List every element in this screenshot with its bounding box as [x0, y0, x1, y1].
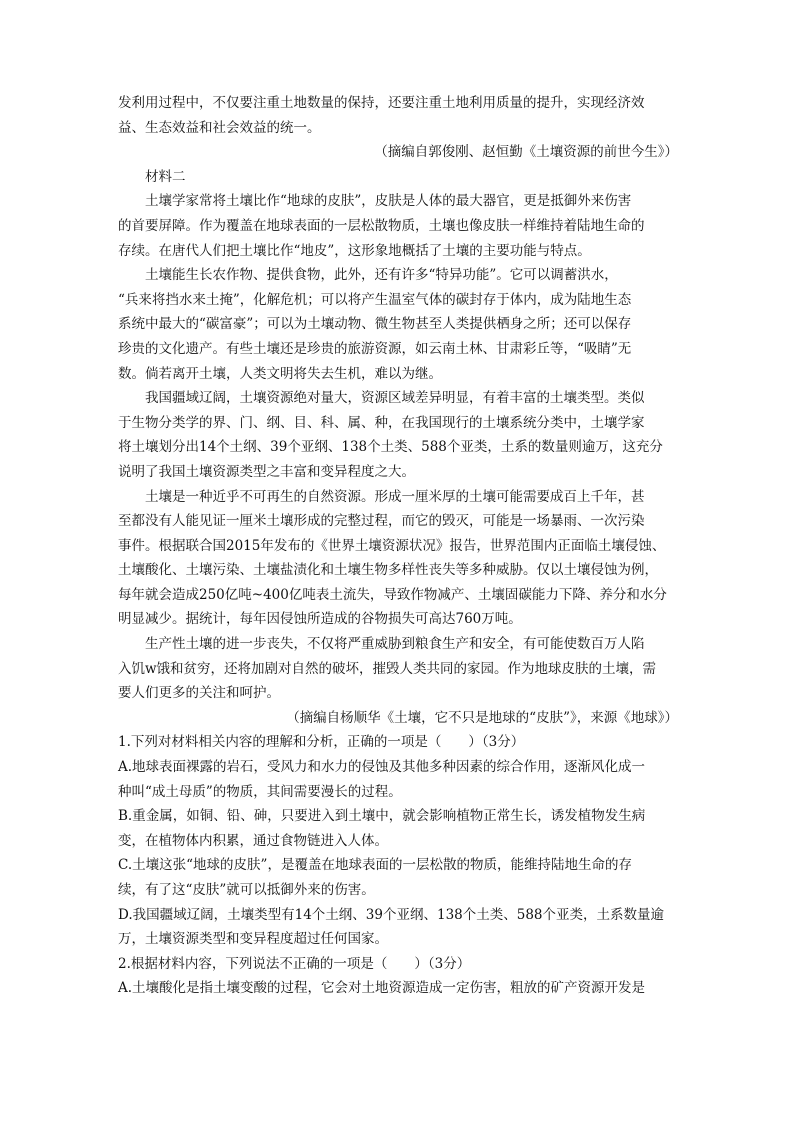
text-line: 的首要屏障。作为覆盖在地球表面的一层松散物质，土壤也像皮肤一样维持着陆地生命的 — [118, 217, 645, 234]
text-line: 至都没有人能见证一厘米土壤形成的完整过程，而它的毁灭，可能是一场暴雨、一次污染 — [118, 513, 645, 530]
text-line: A.土壤酸化是指土壤变酸的过程，它会对土地资源造成一定伤害，粗放的矿产资源开发是 — [118, 980, 646, 997]
text-line: 要人们更多的关注和呵护。 — [118, 685, 280, 702]
text-line: 材料二 — [145, 168, 186, 185]
text-line: 2.根据材料内容，下列说法不正确的一项是（ ）（3分） — [118, 955, 471, 972]
text-line: 变，在植物体内积累，通过食物链进入人体。 — [118, 832, 388, 849]
text-line: 生产性土壤的进一步丧失，不仅将严重威胁到粮食生产和安全，有可能使数百万人陷 — [145, 636, 645, 653]
text-line: 说明了我国土壤资源类型之丰富和变异程度之大。 — [118, 463, 415, 480]
document-body — [118, 91, 678, 1001]
text-line: 珍贵的文化遗产。有些土壤还是珍贵的旅游资源，如云南土林、甘肃彩丘等，“吸睛”无 — [118, 340, 632, 357]
text-line: 土壤酸化、土壤污染、土壤盐渍化和土壤生物多样性丧失等多种威胁。仅以土壤侵蚀为例， — [118, 562, 658, 579]
text-line: 种叫“成土母质”的物质，其间需要漫长的过程。 — [118, 783, 402, 800]
text-line: 土壤学家常将土壤比作“地球的皮肤”，皮肤是人体的最大器官，更是抵御外来伤害 — [145, 193, 632, 210]
text-line: 我国疆域辽阔，土壤资源绝对量大，资源区域差异明显，有着丰富的土壤类型。类似 — [145, 390, 645, 407]
text-line: 明显减少。据统计，每年因侵蚀所造成的谷物损失可高达760万吨。 — [118, 611, 522, 628]
text-line: 土壤是一种近乎不可再生的自然资源。形成一厘米厚的土壤可能需要成百上千年，甚 — [145, 488, 645, 505]
text-line: 益、生态效益和社会效益的统一。 — [118, 119, 321, 136]
text-line: 事件。根据联合国2015年发布的《世界土壤资源状况》报告，世界范围内正面临土壤侵蚀、 — [118, 537, 666, 554]
text-line: 入饥w饿和贫穷，还将加剧对自然的破坏，摧毁人类共同的家园。作为地球皮肤的土壤，需 — [118, 660, 657, 677]
source-citation: （摘编自杨顺华《土壤，它不只是地球的“皮肤”》，来源《地球》） — [286, 709, 678, 726]
text-line: 系统中最大的“碳富豪”；可以为土壤动物、微生物甚至人类提供栖身之所；还可以保存 — [118, 316, 632, 333]
text-line: B.重金属，如铜、铅、砷，只要进入到土壤中，就会影响植物正常生长，诱发植物发生病 — [118, 808, 646, 825]
text-line: 发利用过程中，不仅要注重土地数量的保持，还要注重土地利用质量的提升，实现经济效 — [118, 95, 645, 111]
text-line: 万，土壤资源类型和变异程度超过任何国家。 — [118, 931, 388, 948]
text-line: D.我国疆域辽阔，土壤类型有14个土纲、39个亚纲、138个土类、588个亚类，土系数量逾 — [118, 906, 665, 923]
text-line: 土壤能生长农作物、提供食物，此外，还有许多“特异功能”。它可以调蓄洪水， — [145, 267, 618, 284]
text-line: 1.下列对材料相关内容的理解和分析，正确的一项是（ ）（3分） — [118, 734, 525, 751]
text-line: 数。倘若离开土壤，人类文明将失去生机，难以为继。 — [118, 365, 442, 382]
text-line: “兵来将挡水来土掩”，化解危机；可以将产生温室气体的碳封存于体内，成为陆地生态 — [118, 291, 632, 308]
text-line: 续，有了这“皮肤”就可以抵御外来的伤害。 — [118, 882, 375, 898]
text-line: 于生物分类学的界、门、纲、目、科、属、种，在我国现行的土壤系统分类中，土壤学家 — [118, 414, 645, 431]
text-line: 每年就会造成250亿吨~400亿吨表土流失，导致作物减产、土壤固碳能力下降、养分和水分 — [118, 586, 667, 603]
text-line: C.土壤这张“地球的皮肤”，是覆盖在地球表面的一层松散的物质，能维持陆地生命的存 — [118, 857, 632, 874]
text-line: 将土壤划分出14个土纲、39个亚纲、138个土类、588个亚类，土系的数量则逾万，这充分 — [118, 439, 663, 456]
text-line: 存续。在唐代人们把土壤比作“地皮”，这形象地概括了土壤的主要功能与特点。 — [118, 242, 591, 259]
text-line: A.地球表面裸露的岩石，受风力和水力的侵蚀及其他多种因素的综合作用，逐渐风化成一 — [118, 759, 646, 776]
source-citation: （摘编自郭俊刚、赵恒勤《土壤资源的前世今生》） — [374, 144, 678, 161]
